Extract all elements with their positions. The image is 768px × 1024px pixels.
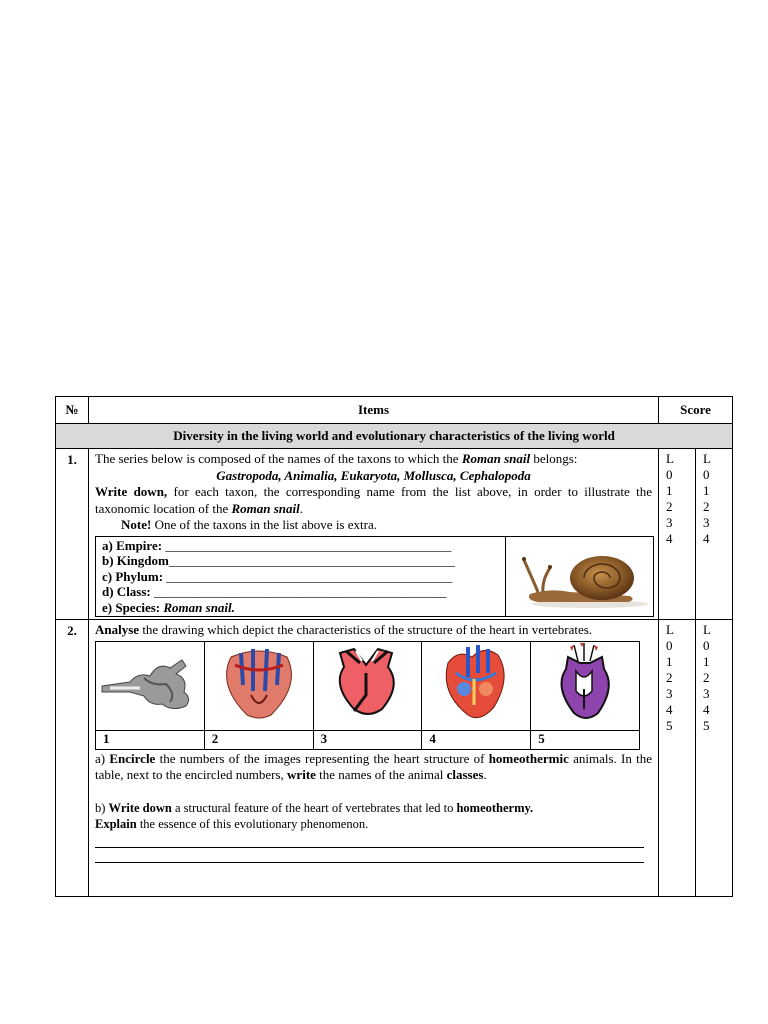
- q2-b-text2: the essence of this evolutionary phenomenon.: [139, 817, 369, 831]
- q2-b-prefix: b): [95, 800, 106, 815]
- snail-icon: [510, 538, 650, 610]
- q1-note-text: One of the taxons in the list above is extra.: [154, 517, 377, 532]
- q2-analyse: Analyse: [95, 622, 140, 637]
- score-option[interactable]: 2: [666, 499, 673, 514]
- q2-a-text1: the numbers of the images representing the heart structure of: [159, 750, 485, 766]
- heart-image-3: [313, 641, 422, 730]
- question-2-body: [89, 620, 659, 897]
- q2-homeothermic: homeothermic: [488, 750, 569, 766]
- bird-heart-icon: [438, 643, 514, 723]
- q1-taxon-list: [95, 468, 652, 485]
- blank-line: ____________________________________________: [165, 537, 452, 553]
- section-title: Diversity in the living world and evolutionary characteristics of the living world: [56, 424, 733, 449]
- header-score: Score: [659, 397, 733, 424]
- score-label: L: [666, 622, 674, 637]
- heart-image-5: [531, 641, 640, 730]
- heart-images-table: [95, 641, 640, 750]
- header-items: Items: [89, 397, 659, 424]
- mammal-heart-icon: [550, 643, 620, 723]
- score-label: L: [703, 451, 711, 466]
- q2-b-text1: a structural feature of the heart of vertebrates that led to: [174, 800, 454, 815]
- assessment-table: [55, 396, 733, 897]
- blank-label: b) Kingdom: [102, 553, 169, 568]
- score-option[interactable]: 2: [666, 670, 673, 685]
- q1-note-label: Note!: [121, 517, 152, 532]
- q1-answer-lines: [96, 536, 506, 617]
- q1-snail-name-2: Roman snail: [231, 500, 300, 516]
- q2-a-prefix: a): [95, 750, 106, 766]
- score-option[interactable]: 4: [666, 531, 673, 546]
- score-option[interactable]: 0: [666, 467, 673, 482]
- q2-write: write: [287, 767, 316, 782]
- heart-number-1[interactable]: 1: [96, 730, 205, 749]
- score-label: L: [703, 622, 711, 637]
- q1-taxons: Gastropoda, Animalia, Eukaryota, Mollusca, Cephalopoda: [216, 467, 531, 483]
- score-option[interactable]: 2: [703, 499, 710, 514]
- heart-image-2: [204, 641, 313, 730]
- question-row-2: [56, 620, 733, 897]
- score-option[interactable]: 1: [703, 654, 710, 669]
- score-option[interactable]: 2: [703, 670, 710, 685]
- heart-image-1: [96, 641, 205, 730]
- blank-line: ____________________________________________: [168, 553, 455, 568]
- q1-intro-text: The series below is composed of the names of the taxons to which the: [95, 451, 459, 466]
- q2-a-text3: the names of the animal: [319, 767, 444, 782]
- q2-part-a: a) Encircle the numbers of the images representing the heart structure of homeothermic animals. In the table, next to the encircled numbers, write the names of the animal classes.: [95, 750, 652, 782]
- blank-line: ____________________________________________: [166, 568, 453, 584]
- q1-score-b: [696, 449, 733, 620]
- score-option[interactable]: 1: [666, 654, 673, 669]
- fish-heart-icon: [100, 648, 200, 718]
- q1-answer-table: [95, 536, 654, 618]
- q2-answer-line-1[interactable]: [95, 833, 644, 848]
- blank-line: _____________________________________________: [154, 584, 447, 599]
- q1-write-rest: for each taxon, the corresponding name from the list above, in order to illustrate the taxonomic location of the: [95, 484, 652, 516]
- question-1-body: [89, 449, 659, 620]
- score-option[interactable]: 0: [703, 638, 710, 653]
- score-option[interactable]: 3: [666, 686, 673, 701]
- snail-image: [506, 536, 654, 617]
- score-option[interactable]: 4: [666, 702, 673, 717]
- species-value: Roman snail.: [163, 599, 235, 615]
- heart-number-3[interactable]: 3: [313, 730, 422, 749]
- q1-blank-empire[interactable]: [102, 538, 499, 554]
- heart-image-4: [422, 641, 531, 730]
- score-label: L: [666, 451, 674, 466]
- heart-number-5[interactable]: 5: [531, 730, 640, 749]
- blank-label: d) Class:: [102, 584, 151, 599]
- score-option[interactable]: 3: [666, 515, 673, 530]
- q1-blank-class[interactable]: [102, 584, 499, 600]
- q2-part-b: [95, 800, 652, 833]
- q2-answer-line-2[interactable]: [95, 848, 644, 863]
- q2-encircle: Encircle: [109, 750, 156, 766]
- heart-numbers-row: [96, 730, 640, 749]
- q1-intro: [95, 451, 652, 468]
- score-option[interactable]: 5: [666, 718, 673, 733]
- q2-classes: classes: [446, 767, 484, 782]
- score-option[interactable]: 1: [666, 483, 673, 498]
- q2-explain: Explain: [95, 817, 137, 831]
- q1-write-down: Write down,: [95, 484, 168, 499]
- section-row: [56, 424, 733, 449]
- q2-write-down: Write down: [108, 800, 172, 815]
- q2-score-a: [659, 620, 696, 897]
- q1-intro-belongs: belongs:: [533, 451, 578, 466]
- q1-blank-kingdom[interactable]: [102, 553, 499, 569]
- score-option[interactable]: 3: [703, 515, 710, 530]
- species-label: e) Species:: [102, 599, 161, 615]
- heart-number-2[interactable]: 2: [204, 730, 313, 749]
- q2-analyse-text: the drawing which depict the characteristics of the structure of the heart in vertebrates.: [142, 622, 593, 637]
- blank-label: c) Phylum:: [102, 568, 164, 584]
- question-row-1: [56, 449, 733, 620]
- q2-intro: [95, 622, 652, 639]
- score-option[interactable]: 1: [703, 483, 710, 498]
- q2-homeothermy: homeothermy.: [456, 800, 534, 815]
- blank-label: a) Empire:: [102, 537, 163, 553]
- heart-images-row: [96, 641, 640, 730]
- q1-instruction: Write down, for each taxon, the corresponding name from the list above, in order to illustrate the taxonomic location of the Roman snail.: [95, 484, 652, 516]
- score-option[interactable]: 3: [703, 686, 710, 701]
- q1-snail-name: Roman snail: [461, 451, 531, 466]
- score-option[interactable]: 0: [666, 638, 673, 653]
- question-number-1: 1.: [56, 449, 89, 620]
- table-header-row: [56, 397, 733, 424]
- q1-score-a: [659, 449, 696, 620]
- question-number-2: 2.: [56, 620, 89, 897]
- q2-a-text2: animals. In the table, next to the encircled numbers,: [95, 750, 652, 782]
- score-option[interactable]: 5: [703, 718, 710, 733]
- q1-species: [102, 600, 499, 616]
- score-option[interactable]: 0: [703, 467, 710, 482]
- score-option[interactable]: 4: [703, 531, 710, 546]
- header-number: №: [56, 397, 89, 424]
- score-option[interactable]: 4: [703, 702, 710, 717]
- heart-number-4[interactable]: 4: [422, 730, 531, 749]
- q2-score-b: [696, 620, 733, 897]
- reptile-heart-icon: [332, 645, 402, 721]
- q1-note: [95, 517, 652, 534]
- q1-blank-phylum[interactable]: [102, 569, 499, 585]
- amphibian-heart-icon: [211, 645, 307, 721]
